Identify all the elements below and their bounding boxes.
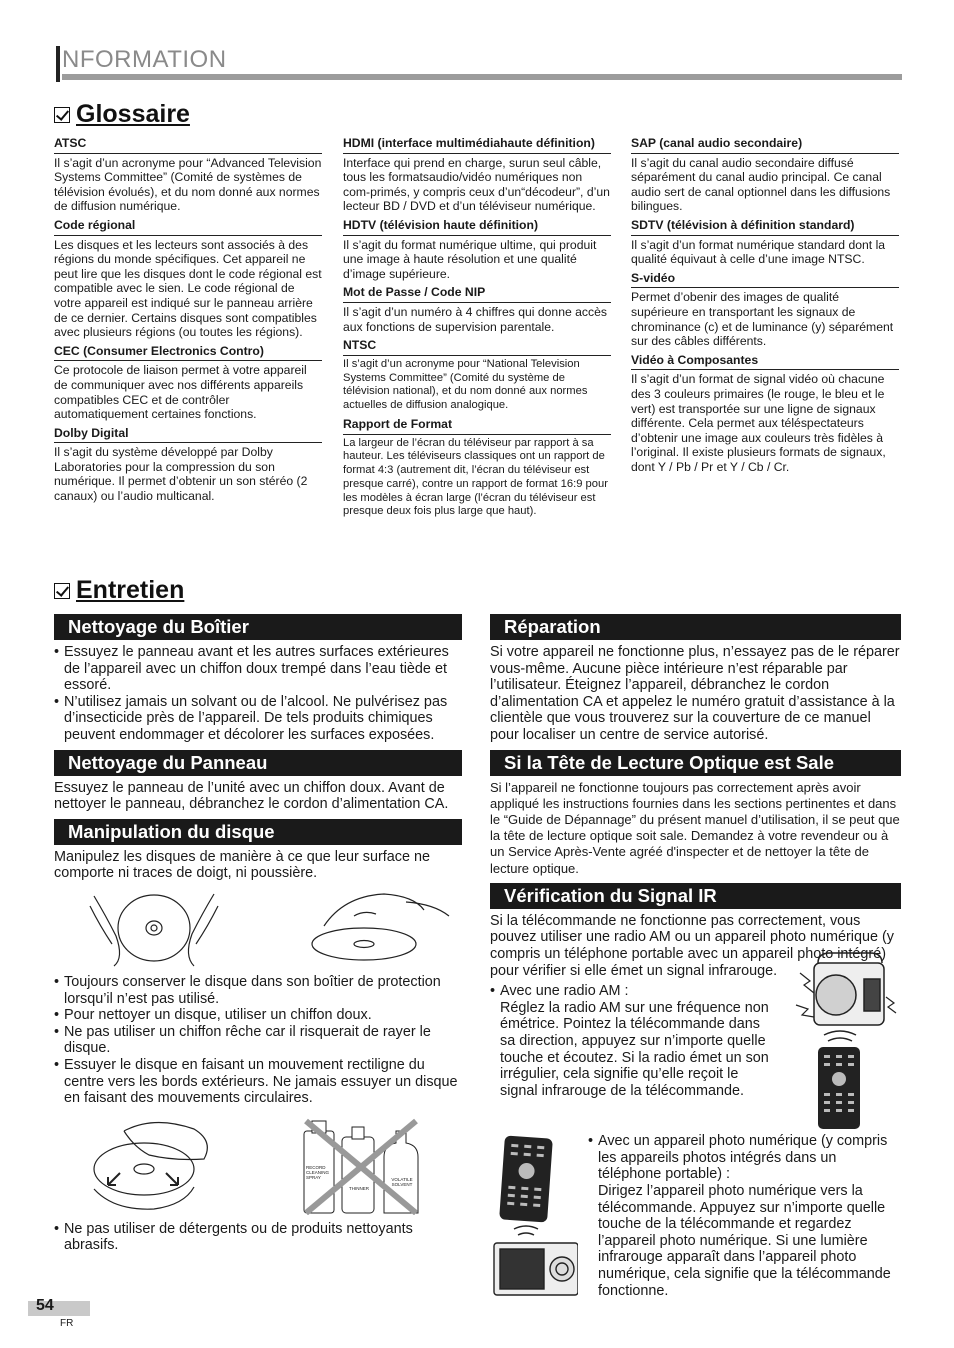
glossary-term: NTSC	[343, 338, 611, 356]
header-accent-bar	[56, 46, 60, 82]
glossary-definition: Il s’agit du format numérique ultime, qui produit une image à haute résolution et une qualité d’image supérieure.	[343, 237, 597, 281]
disque-intro: Manipulez les disques de manière à ce que leur surface ne comporte ni traces de doigt, ni poussière.	[54, 848, 430, 882]
disc-cleaning-illustrations	[54, 1111, 462, 1217]
header-rule	[62, 74, 902, 80]
checkbox-icon	[54, 583, 70, 599]
disque-list	[54, 974, 462, 1107]
section-band-ir: Vérification du Signal IR	[490, 881, 901, 909]
glossary-definition: Il s’agit d’un numéro à 4 chiffres qui donne accès aux fonctions de supervision parentale.	[343, 304, 607, 334]
panneau-text: Essuyez le panneau de l’unité avec un chiffon doux. Avant de nettoyer le panneau, débranchez le cordon d’alimentation CA.	[54, 779, 449, 813]
camera-bullet-label: Avec un appareil photo numérique (y compris les appareils photos intégrés dans un téléphone portable) :	[598, 1133, 888, 1183]
glossary-definition: Les disques et les lecteurs sont associés à des régions du monde spécifiques. Cet appareil ne peut lire que les disques dont le code régional est compatible avec le sien. Le code régional de votre appareil est indiqué sur le panneau arrière de ce dernier. Certains disques sont compatibles avec plusieurs régions (ou toutes les régions).	[54, 237, 322, 340]
glossary-term: SAP (canal audio secondaire)	[631, 136, 899, 154]
radio-instructions: Réglez la radio AM sur une fréquence non émétrice. Pointez la télécommande dans sa direction, appuyez sur n’importe quelle touche et écoutez. Si la radio émet un son irrégulier, cela signifie qu’elle reçoit le signal infrarouge de la télécommande.	[500, 999, 769, 1099]
bottles-illustration	[300, 1117, 420, 1215]
reparation-text: Si votre appareil ne fonctionne plus, n’essayez pas de le réparer vous-même. Aucune pièce intérieure n’est réparable par l’utilisateur. Éteignez l’appareil, débranchez le cordon d’alimentation CA et appelez le numéro gratuit d’assistance à la clientèle que vous trouverez sur la couverture de ce manuel pour localiser un centre de service autorisé.	[490, 644, 900, 743]
radio-bullet-label: Avec une radio AM :	[500, 983, 629, 1000]
glossary-column-2	[343, 136, 611, 523]
section-band-panneau: Nettoyage du Panneau	[54, 748, 462, 776]
glossary-definition: Interface qui prend en charge, surun seul câble, tous les formatsaudio/vidéo numériques non com-primés, y compris ceux d’un“décodeur”, d’un lecteur BD / DVD et d’un téléviseur numérique.	[343, 155, 610, 214]
glossary-definition: Permet d’obenir des images de qualité supérieure en transportant les signaux de chrominance (c) et de luminance (y) séparément sur des câbles différents.	[631, 290, 894, 349]
maintenance-heading	[54, 576, 184, 605]
boitier-list	[54, 644, 462, 744]
disque-last-list	[54, 1221, 462, 1254]
list-item: • Toujours conserver le disque dans son boîtier de protection lorsqu’il n’est pas utilisé.	[64, 974, 462, 1007]
camera-instructions: Dirigez l’appareil photo numérique vers la télécommande. Appuyez sur n’importe quelle touche de la télécommande et regardez l’appareil photo numérique. Si une lumière infrarouge apparaît dans l’appareil photo numérique, cela signifie que la télécommande fonctionne.	[598, 1182, 891, 1299]
glossary-definition: La largeur de l’écran du téléviseur par rapport à sa hauteur. Les téléviseurs classiques ont un rapport de format 4:3 (autrement dit, l’écran du téléviseur est presque carré), contre un rapport de format 16:9 pour les modèles à écran large (l’écran du téléviseur est presque deux fois plus large que haut).	[343, 436, 608, 518]
bottle-label-2: THINNER	[349, 1185, 369, 1191]
maintenance-right-column	[490, 612, 901, 1303]
bottle-label-3: VOLATILE SOLVENT	[391, 1176, 413, 1187]
header-title: NFORMATION	[62, 46, 227, 73]
glossary-term: S-vidéo	[631, 271, 899, 289]
glossary-term: Dolby Digital	[54, 426, 322, 444]
maintenance-left-column	[54, 612, 462, 1258]
glossary-term: HDMI (interface multimédiahaute définition)	[343, 136, 611, 154]
glossary-term: HDTV (télévision haute définition)	[343, 218, 611, 236]
section-band-reparation: Réparation	[490, 612, 901, 640]
language-code: FR	[60, 1318, 74, 1329]
section-band-tete: Si la Tête de Lecture Optique est Sale	[490, 748, 901, 776]
glossary-column-1	[54, 136, 322, 508]
list-item: • Pour nettoyer un disque, utiliser un chiffon doux.	[64, 1007, 462, 1024]
list-item: • Essuyer le disque en faisant un mouvement rectiligne du centre vers les bords extérieurs. Ne jamais essuyer un disque en faisant des mouvements circulaires.	[64, 1057, 462, 1107]
bottle-label-1: RECORD CLEANING SPRAY	[306, 1164, 330, 1180]
glossary-definition: Ce protocole de liaison permet à votre appareil de communiquer avec nos différents appareils compatibles CEC et de contrôler automatiquement certaines fonctions.	[54, 363, 307, 422]
camera-text-block	[588, 1133, 901, 1299]
glossary-term: Rapport de Format	[343, 417, 611, 435]
radio-bullet: • Avec une radio AM :	[490, 983, 629, 1000]
glossary-definition: Il s’agit du système développé par Dolby Laboratories pour la compression du son numérique. Il permet d’obtenir un son stéréo (2 canaux) ou l’audio multicanal.	[54, 445, 308, 504]
glossary-term: ATSC	[54, 136, 322, 154]
section-band-disque: Manipulation du disque	[54, 817, 462, 845]
radio-remote-illustration	[770, 949, 898, 1129]
glossary-term: Vidéo à Composantes	[631, 353, 899, 371]
glossary-definition: Il s’agit d’un format numérique standard dont la qualité équivaut à celle d’une image NTSC.	[631, 237, 886, 267]
ir-camera-block	[490, 1133, 901, 1303]
list-item: • N’utilisez jamais un solvant ou de l’alcool. Ne pulvérisez pas d’insecticide près de l’appareil. De tels produits chimiques peuvent endommager et décolorer les surfaces exposées.	[64, 694, 462, 744]
radio-text-block	[490, 983, 770, 1099]
glossary-definition: Il s’agit d’un format de signal vidéo où chacune des 3 couleurs primaires (le rouge, le bleu et le vert) est transportée sur une ligne de signaux différente. Cela permet aux téléspectateurs d’obtenir une image aux couleurs très fidèles à l’original. Il existe plusieurs formats de signaux, dont Y / Pb / Pr et Y / Cb / Cr.	[631, 372, 886, 474]
ir-text: Si la télécommande ne fonctionne pas correctement, vous pouvez utiliser une radio AM ou un appareil photo numérique (y compris un téléphone portable avec un appareil photo intégré) pour vérifier si elle émet un signal infrarouge.	[490, 912, 894, 979]
disc-hands-illustration	[54, 886, 462, 970]
glossary-column-3	[631, 136, 899, 478]
glossary-definition: Il s’agit d’un acronyme pour “National Television Systems Committee” (Comité du système de télévision national), et du nom donné aux normes actuelles de diffusion analogique.	[343, 357, 588, 412]
remote-camera-illustration	[492, 1133, 578, 1297]
camera-bullet: • Avec un appareil photo numérique (y compris les appareils photos intégrés dans un téléphone portable) :	[588, 1133, 888, 1183]
glossary-definition: Il s’agit du canal audio secondaire diffusé séparément du canal audio principal. Ce canal audio sert de canal optionnel dans les diffusions bilingues.	[631, 155, 891, 214]
glossary-heading	[54, 100, 190, 129]
list-item: • Ne pas utiliser de détergents ou de produits nettoyants abrasifs.	[64, 1221, 462, 1254]
glossary-term: SDTV (télévision à définition standard)	[631, 218, 899, 236]
page-number: 54	[36, 1297, 54, 1314]
glossary-term: CEC (Consumer Electronics Contro)	[54, 344, 322, 362]
list-item: • Essuyez le panneau avant et les autres surfaces extérieures de l’appareil avec un chiffon doux trempé dans l’eau tiède et essoré.	[64, 644, 462, 694]
glossary-term: Mot de Passe / Code NIP	[343, 285, 611, 303]
glossary-definition: Il s’agit d’un acronyme pour “Advanced Television Systems Committee” (Comité de systèmes de télévision évolués), et du nom donné aux normes de diffusion numérique.	[54, 155, 322, 214]
checkbox-icon	[54, 107, 70, 123]
tete-text: Si l’appareil ne fonctionne toujours pas correctement après avoir appliqué les instructions fournies dans les sections pertinentes et dans le “Guide de Dépannage” du présent manuel d’utilisation, il se peut que la tête de lecture optique soit sale. Demandez à votre revendeur ou à un Service Après-Vente agréé d'inspecter et de nettoyer la tête de lecture optique.	[490, 779, 900, 876]
list-item: • Ne pas utiliser un chiffon rêche car il risquerait de rayer le disque.	[64, 1024, 462, 1057]
section-band-boitier: Nettoyage du Boîtier	[54, 612, 462, 640]
glossary-title: Glossaire	[76, 100, 190, 128]
ir-radio-block	[490, 983, 901, 1129]
maintenance-title: Entretien	[76, 576, 185, 604]
glossary-term: Code régional	[54, 218, 322, 236]
disc-handling-illustrations	[54, 886, 462, 970]
